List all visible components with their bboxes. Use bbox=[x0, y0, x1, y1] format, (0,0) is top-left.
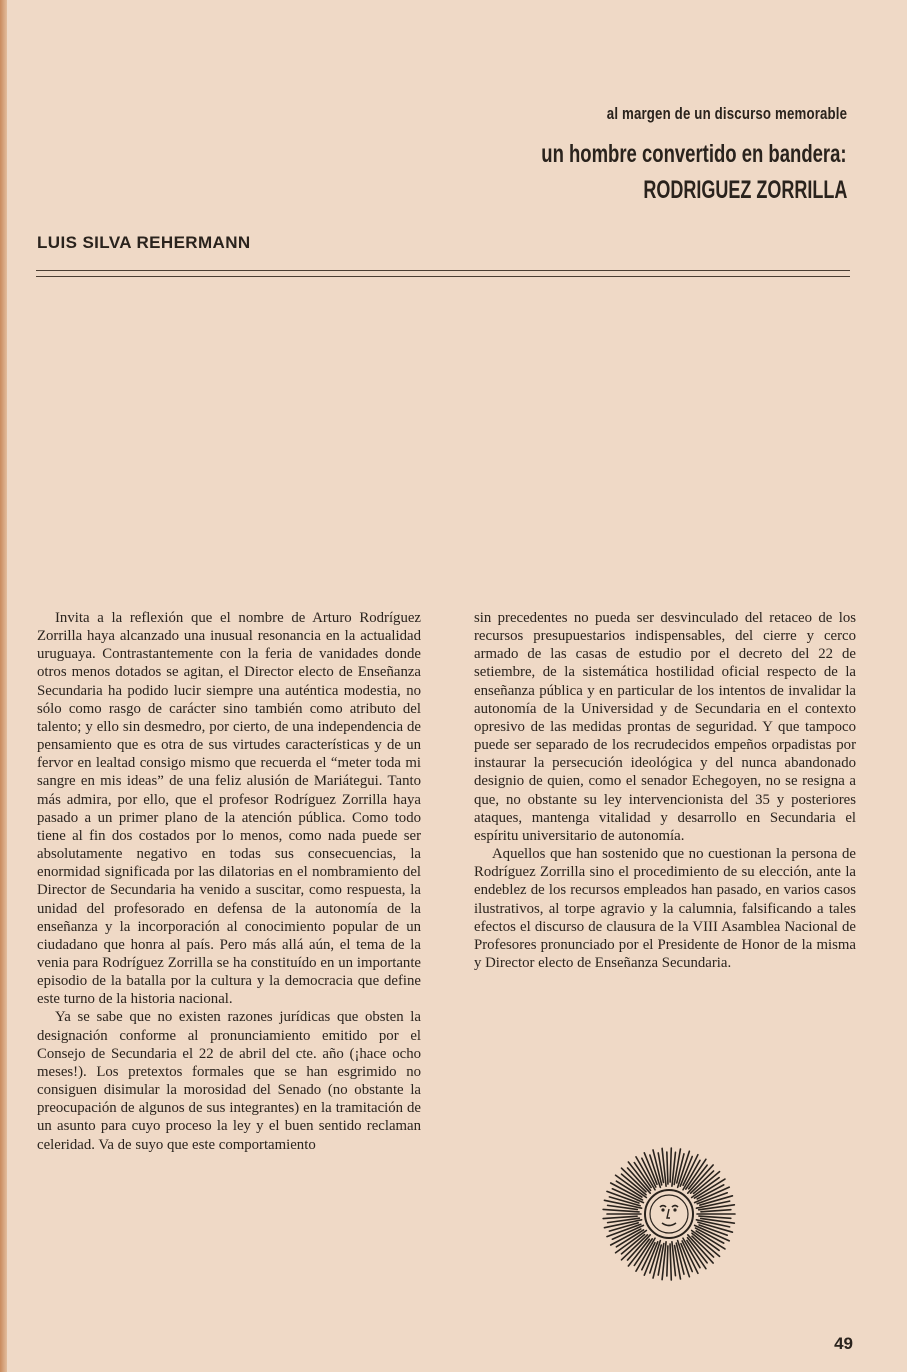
text-column-left bbox=[37, 609, 421, 1154]
text-column-right bbox=[474, 609, 856, 972]
article-title: un hombre convertido en bandera: bbox=[541, 140, 847, 168]
header-rule-top bbox=[36, 270, 850, 271]
paragraph: sin precedentes no pueda ser desvinculado del retaceo de los recursos presupuestarios indispensables, del cierre y cerco armado de las casas de estudio por el decreto del 22 de setiembre, de la sistemática hostilidad oficial respecto de la enseñanza pública y en particular de los intentos de invalidar la autonomía de la Universidad y de Secundaria en el contexto opresivo de las medidas prontas de seguridad. Y que tampoco puede ser separado de los recrudecidos empeños orpadistas por instaurar la persecución ideológica y del nunca abandonado designio de quien, como el senador Echegoyen, no se resigna a que, no obstante su ley intervencionista del 35 y posteriores ataques, mantenga vitalidad y desarrollo en Secundaria el espíritu universitario de autonomía. bbox=[474, 610, 856, 844]
author-name: LUIS SILVA REHERMANN bbox=[37, 233, 251, 252]
sun-face-emblem-icon bbox=[598, 1143, 740, 1285]
page-number: 49 bbox=[834, 1334, 853, 1353]
paragraph: Ya se sabe que no existen razones jurídicas que obsten la designación conforme al pronunciamiento emitido por el Consejo de Secundaria el 22 de abril del cte. año (¡hace ocho meses!). Los pretextos formales que se han esgrimido no consiguen disimular la morosidad del Senado (no obstante la preocupación de algunos de sus integrantes) en la tramitación de un asunto para cuyo proceso la ley y el buen sentido reclaman celeridad. Va de suyo que este comportamiento bbox=[37, 1009, 421, 1153]
page-edge bbox=[0, 0, 7, 1372]
article-subject: RODRIGUEZ ZORRILLA bbox=[643, 176, 847, 204]
paragraph: Invita a la reflexión que el nombre de Arturo Rodríguez Zorrilla haya alcanzado una inusual resonancia en la actualidad uruguaya. Contrastantemente con la feria de vanidades donde otros menos dotados se agitan, el Director electo de Enseñanza Secundaria ha podido lucir siempre una auténtica modestia, no sólo como rasgo de carácter sino también como atributo del talento; y ello sin desmedro, por cierto, de una independencia de pensamiento que es otra de sus virtudes características y de un fervor en lealtad consigo mismo que recuerda el “meter toda mi sangre en mis ideas” de una feliz alusión de Mariátegui. Tanto más admira, por ello, que el profesor Rodríguez Zorrilla haya pasado a un primer plano de la atención pública. Como todo tiene al fin dos costados por lo menos, como nada puede ser absolutamente negativo en todas sus consecuencias, la enormidad significada por las dilatorias en el nombramiento del Director de Secundaria ha venido a suscitar, como respuesta, la unidad del profesorado en defensa de la autonomía de la enseñanza y la incorporación al conocimiento popular de un ciudadano que honra al país. Pero más allá aún, el tema de la venia para Rodríguez Zorrilla se ha constituído en un importante episodio de la batalla por la cultura y la democracia que define este turno de la historia nacional. bbox=[37, 610, 421, 1008]
header-rule-bottom bbox=[36, 276, 850, 277]
paragraph: Aquellos que han sostenido que no cuestionan la persona de Rodríguez Zorrilla sino el procedimiento de su elección, ante la endeblez de los recursos empleados han pasado, en varios casos ilustrativos, al torpe agravio y la calumnia, falsificando a tales efectos el discurso de clausura de la VIII Asamblea Nacional de Profesores pronunciado por el Presidente de Honor de la misma y Director electo de Enseñanza Secundaria. bbox=[474, 846, 856, 971]
article-kicker: al margen de un discurso memorable bbox=[606, 104, 847, 123]
